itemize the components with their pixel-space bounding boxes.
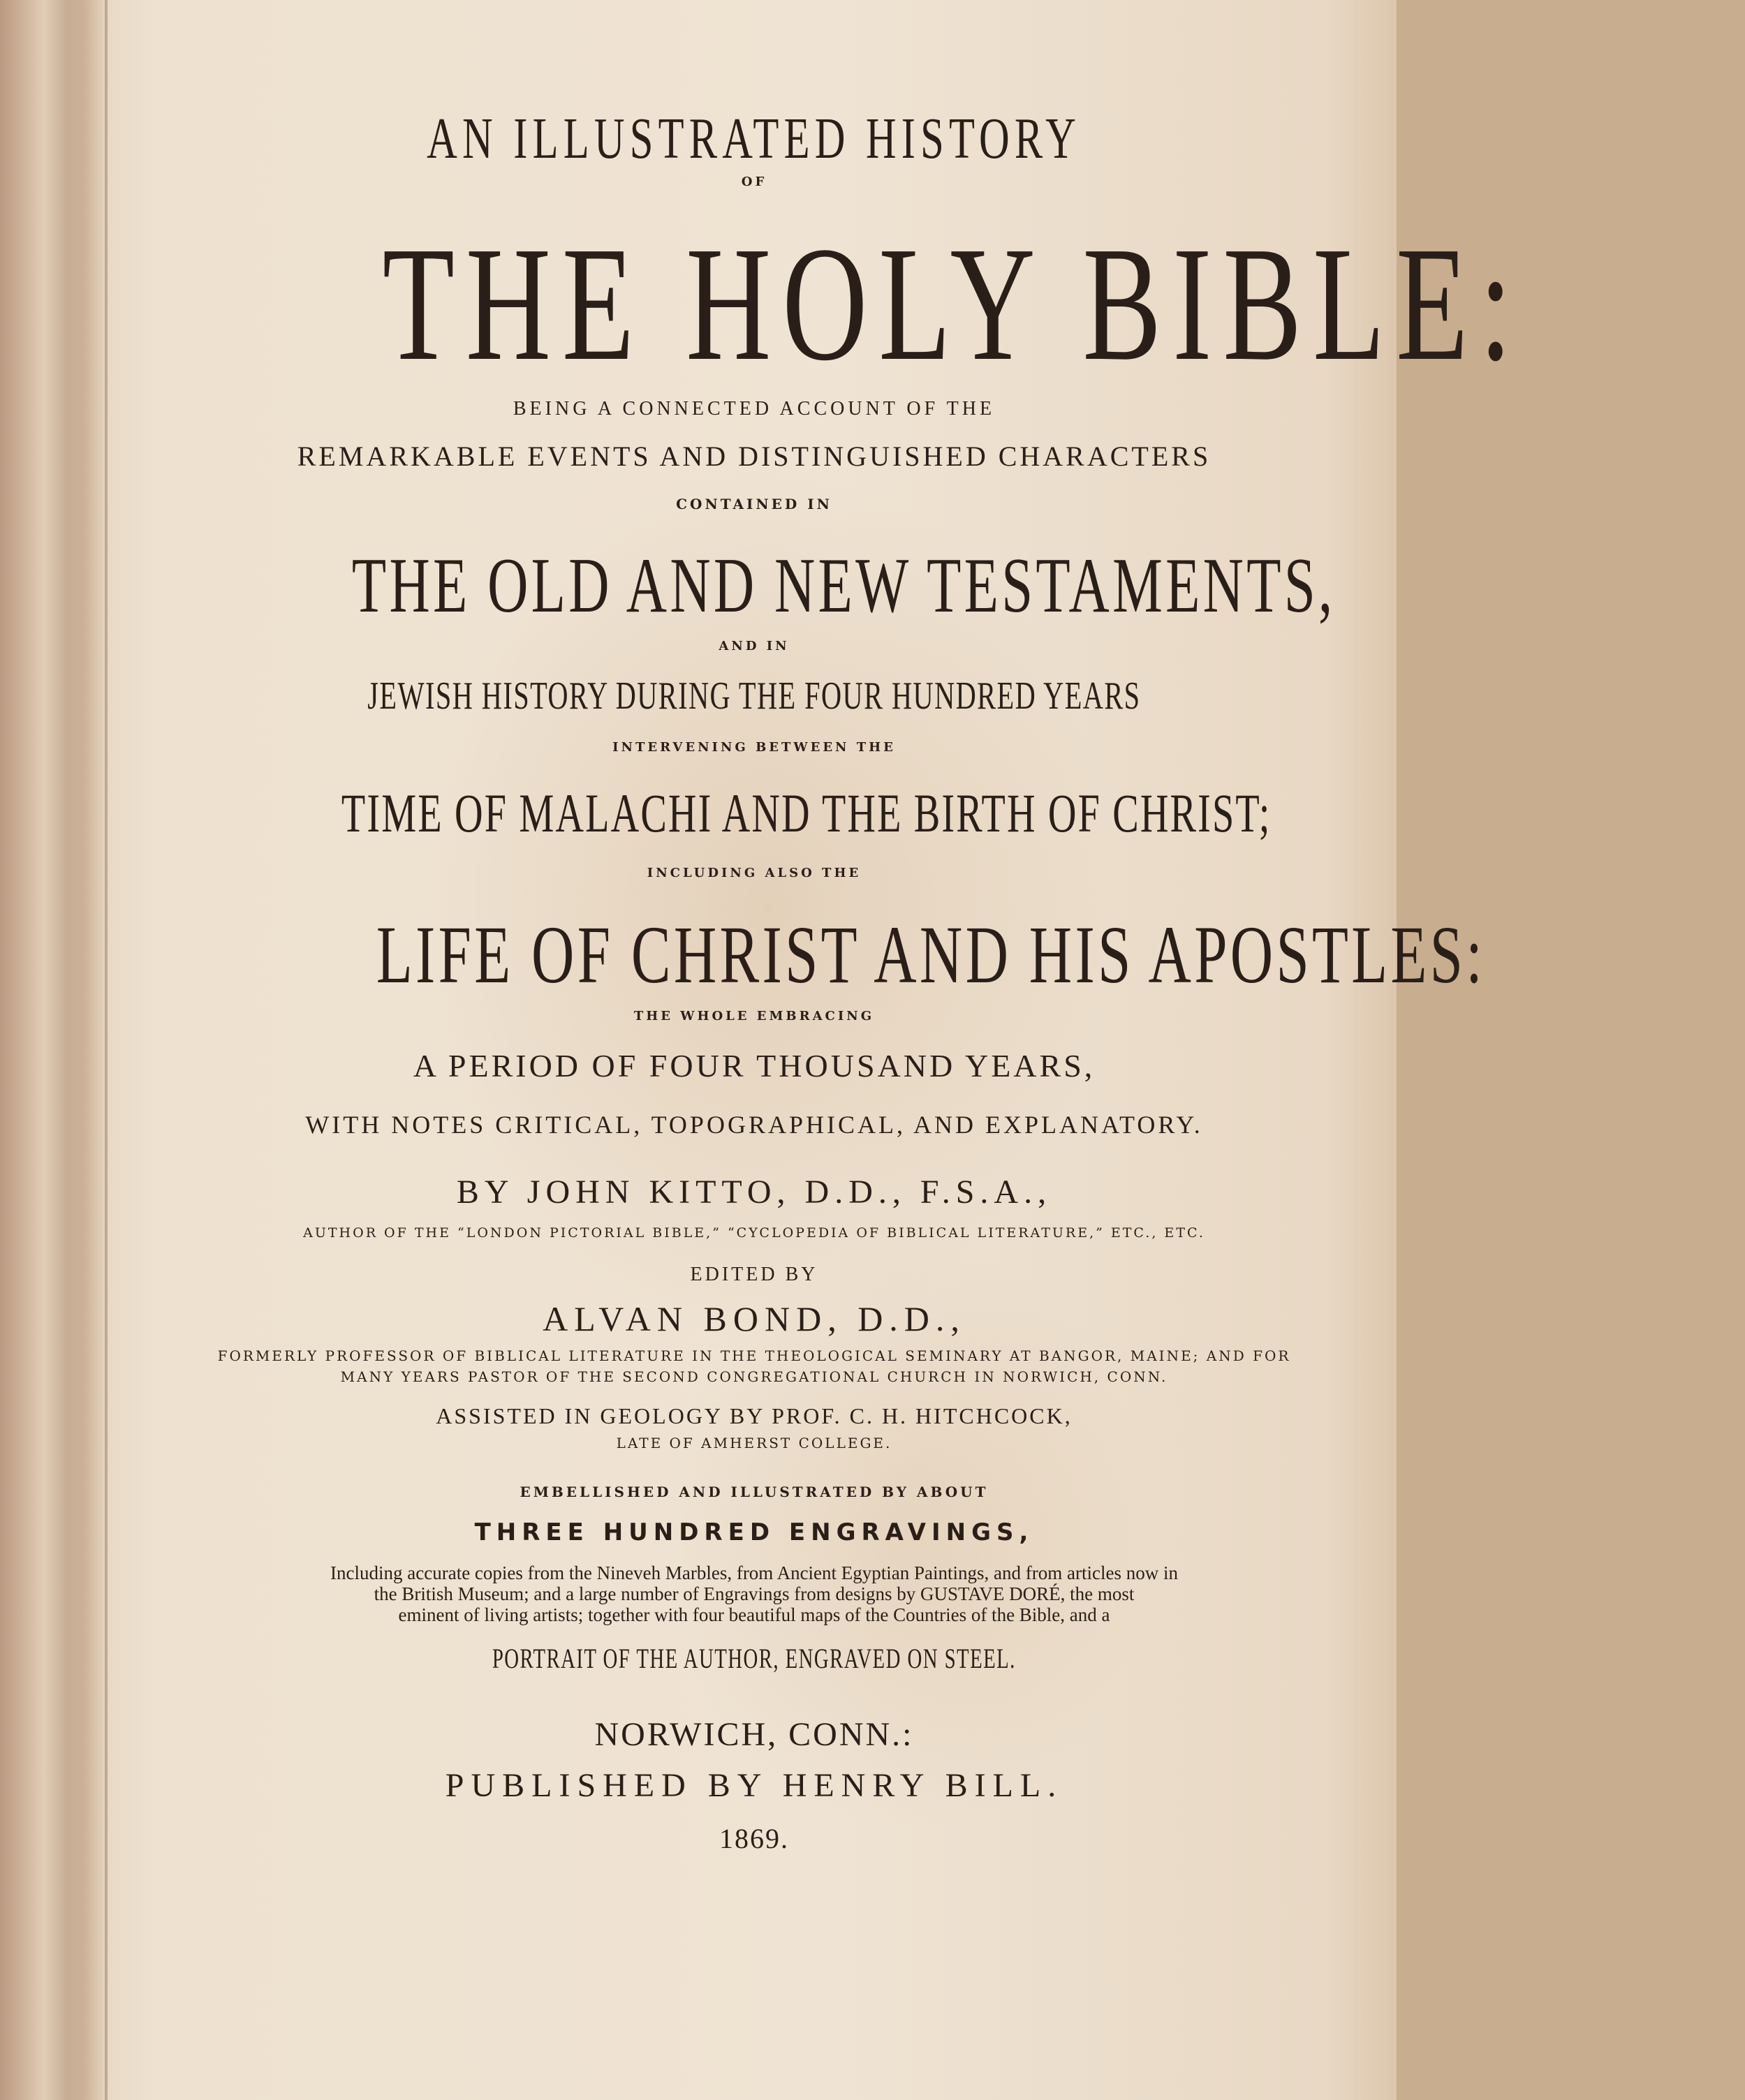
spine-shadow	[0, 0, 112, 2100]
imprint-publisher: PUBLISHED BY HENRY BILL.	[445, 1767, 1063, 1804]
editor-credentials-1: FORMERLY PROFESSOR OF BIBLICAL LITERATURE IN THE THEOLOGICAL SEMINARY AT BANGOR, MAINE; AND FOR	[217, 1347, 1291, 1364]
editor-name: ALVAN BOND, D.D.,	[543, 1299, 966, 1338]
assisted-by: ASSISTED IN GEOLOGY BY PROF. C. H. HITCHCOCK,	[436, 1403, 1073, 1428]
title-jewish-history: JEWISH HISTORY DURING THE FOUR HUNDRED YEARS	[367, 674, 1141, 718]
author-line: BY JOHN KITTO, D.D., F.S.A.,	[456, 1174, 1052, 1211]
engravings-description-1: Including accurate copies from the Nineveh Marbles, from Ancient Egyptian Paintings, and from articles now in	[330, 1562, 1178, 1583]
assisted-by-credentials: LATE OF AMHERST COLLEGE.	[616, 1435, 892, 1451]
engravings-title: THREE HUNDRED ENGRAVINGS,	[474, 1518, 1034, 1546]
title-malachi-christ: TIME OF MALACHI AND THE BIRTH OF CHRIST;	[341, 783, 1272, 843]
imprint-year: 1869.	[719, 1823, 789, 1854]
title-life-of-christ: LIFE OF CHRIST AND HIS APOSTLES:	[376, 909, 1486, 1000]
subtitle-whole-embracing: THE WHOLE EMBRACING	[633, 1009, 875, 1023]
subtitle-intervening: INTERVENING BETWEEN THE	[612, 740, 896, 755]
spine-edge	[105, 0, 108, 2100]
subtitle-notes: WITH NOTES CRITICAL, TOPOGRAPHICAL, AND EXPLANATORY.	[305, 1111, 1203, 1139]
author-credentials: AUTHOR OF THE “LONDON PICTORIAL BIBLE,” “CYCLOPEDIA OF BIBLICAL LITERATURE,” ETC., ETC.	[303, 1225, 1205, 1241]
title-period-four-thousand: A PERIOD OF FOUR THOUSAND YEARS,	[413, 1048, 1096, 1084]
subtitle-remarkable: REMARKABLE EVENTS AND DISTINGUISHED CHARACTERS	[297, 441, 1212, 472]
title-line-of: OF	[741, 175, 767, 189]
edited-by-label: EDITED BY	[690, 1264, 818, 1285]
subtitle-and-in: AND IN	[719, 639, 790, 653]
main-title: THE HOLY BIBLE:	[382, 213, 1524, 394]
editor-credentials-2: MANY YEARS PASTOR OF THE SECOND CONGREGATIONAL CHURCH IN NORWICH, CONN.	[340, 1368, 1168, 1385]
embellished-label: EMBELLISHED AND ILLUSTRATED BY ABOUT	[520, 1484, 989, 1500]
title-old-new-testaments: THE OLD AND NEW TESTAMENTS,	[351, 542, 1336, 629]
engravings-description-3: eminent of living artists; together with four beautiful maps of the Countries of the Bible, and a	[398, 1604, 1110, 1625]
subtitle-including-also: INCLUDING ALSO THE	[647, 866, 862, 880]
title-page-text	[161, 91, 1524, 1864]
subtitle-being: BEING A CONNECTED ACCOUNT OF THE	[513, 398, 996, 420]
subtitle-contained-in: CONTAINED IN	[676, 496, 832, 512]
portrait-line: PORTRAIT OF THE AUTHOR, ENGRAVED ON STEEL.	[492, 1643, 1016, 1674]
engravings-description-2: the British Museum; and a large number of Engravings from designs by GUSTAVE DORÉ, the most	[374, 1583, 1135, 1604]
title-line-illustrated-history: AN ILLUSTRATED HISTORY	[427, 106, 1082, 171]
imprint-place: NORWICH, CONN.:	[594, 1716, 914, 1753]
